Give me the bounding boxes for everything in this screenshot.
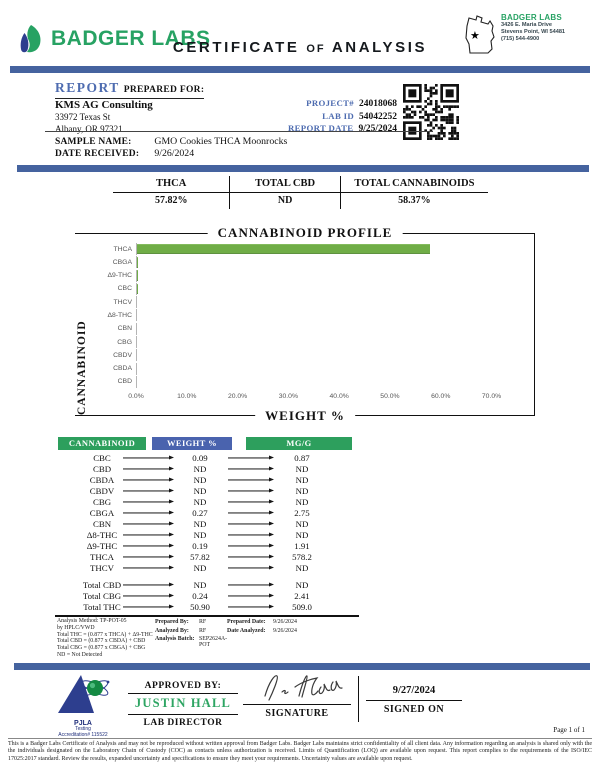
- arrow-icon: [225, 551, 275, 562]
- chart-category-label: Δ9-THC: [107, 272, 132, 280]
- weight-percent-value: 57.82: [190, 551, 210, 562]
- chart-x-tick: 50.0%: [380, 393, 400, 400]
- cannabinoid-name: Δ8-THC: [86, 529, 118, 540]
- table-row: [55, 551, 359, 562]
- cannabinoid-name: THCA: [90, 551, 114, 562]
- mg-per-g-value: ND: [295, 485, 309, 496]
- summary-strip: [113, 176, 488, 209]
- chart-category-label: CBG: [117, 338, 132, 346]
- chart-category-label: CBD: [117, 378, 132, 386]
- chart-y-axis-label: CANNABINOID: [75, 234, 89, 415]
- weight-percent-value: 0.09: [192, 452, 208, 463]
- arrow-icon: [225, 452, 275, 463]
- summary-header-totalcbd: TOTAL CBD: [229, 176, 339, 192]
- cannabinoid-name: CBG: [92, 496, 112, 507]
- lab-name: BADGER LABS: [501, 13, 562, 22]
- footer-disclaimer: This is a Badger Labs Certificate of Analysis and may not be reproduced without written approval from Badger Labs. Badger Labs maintains strict confidentiality of all client data. Any information regarding an analysis is shared only with the the individuals designated on the Laboratory Chain of Custody (COC) as contacts unless authorization is received. Limits of Quantification (LOQ) are available upon request. This report complies to the requirements of the ISO/IEC 17025:2017 standard. Review the results, expanded uncertainty and specifications to ensure they meet your requirements. Uncertainty values are available upon request.: [8, 738, 592, 763]
- lab-address-card: [456, 13, 594, 59]
- client-address2: Albany, OR 97321: [55, 123, 123, 134]
- date-received-label: DATE RECEIVED:: [55, 149, 140, 159]
- chart-bar-row: [92, 336, 522, 348]
- cannabinoid-name: Total CBD: [82, 579, 122, 590]
- analysis-method-notes: Analysis Method: TP-POT-05 by HPLC/VWD Total THC = (0.877 x THCA) + Δ9-THC Total CBD = (0.877 x CBDA) + CBD Total CBG = (0.877 x CBGA) + CBG ND = Not Detected: [57, 618, 153, 658]
- table-row: [55, 579, 359, 590]
- table-row: [55, 474, 359, 485]
- mg-per-g-value: 1.91: [294, 540, 310, 551]
- arrow-icon: [149, 496, 175, 507]
- summary-header-totalcannabinoids: TOTAL CANNABINOIDS: [340, 176, 488, 192]
- sample-name-value: GMO Cookies THCA Moonrocks: [154, 136, 288, 147]
- chart-x-tick: 20.0%: [227, 393, 248, 400]
- divider-bar: [10, 66, 590, 73]
- weight-percent-value: 0.24: [192, 590, 208, 601]
- mg-per-g-value: 2.75: [294, 507, 310, 518]
- chart-bar-track: [136, 283, 522, 295]
- summary-value-thca: 57.82%: [154, 195, 188, 206]
- mg-per-g-value: ND: [295, 579, 309, 590]
- cannabinoid-profile-chart: [75, 225, 535, 423]
- chart-bar-row: [92, 363, 522, 375]
- date-received-value: 9/26/2024: [154, 148, 195, 159]
- mg-per-g-value: ND: [295, 562, 309, 573]
- weight-percent-value: 0.27: [192, 507, 208, 518]
- approver-name: JUSTIN HALL: [128, 694, 238, 715]
- mg-per-g-value: ND: [295, 518, 309, 529]
- table-row: [55, 601, 359, 612]
- chart-bar-row: [92, 283, 522, 295]
- weight-percent-value: ND: [193, 518, 207, 529]
- chart-bar-track: [136, 376, 522, 388]
- chart-bar-track: [136, 243, 522, 255]
- chart-category-label: CBC: [117, 285, 132, 293]
- brand-name: BADGER LABS: [51, 27, 211, 50]
- weight-percent-value: ND: [193, 562, 207, 573]
- cannabinoid-name: Total CBG: [82, 590, 122, 601]
- signed-on-block: [366, 670, 462, 715]
- weight-percent-value: ND: [193, 463, 207, 474]
- weight-percent-value: ND: [193, 529, 207, 540]
- arrow-icon: [225, 485, 275, 496]
- chart-bar-row: [92, 309, 522, 321]
- arrow-icon: [149, 562, 175, 573]
- mg-per-g-value: ND: [295, 463, 309, 474]
- chart-bar-row: [92, 270, 522, 282]
- arrow-icon: [225, 507, 275, 518]
- pjla-icon: [54, 671, 112, 715]
- arrow-icon: [225, 562, 275, 573]
- chart-bar-row: [92, 323, 522, 335]
- divider-bar: [14, 663, 590, 670]
- weight-percent-value: ND: [193, 496, 207, 507]
- arrow-icon: [149, 601, 175, 612]
- mg-per-g-value: 509.0: [292, 601, 312, 612]
- chart-bar: [137, 244, 430, 255]
- chart-plot-area: [92, 243, 522, 388]
- arrow-icon: [225, 463, 275, 474]
- chart-bar-row: [92, 349, 522, 361]
- arrow-icon: [149, 540, 175, 551]
- page-number: Page 1 of 1: [553, 726, 585, 734]
- separator-line: [45, 131, 433, 132]
- wisconsin-map-icon: [456, 13, 498, 59]
- chart-bar-track: [136, 363, 522, 375]
- report-meta: [255, 98, 397, 136]
- cannabinoid-name: Δ9-THC: [86, 540, 118, 551]
- lab-address-line1: 3426 E. Maria Drive: [501, 22, 552, 28]
- cannabinoid-name: CBDV: [89, 485, 115, 496]
- chart-bar-row: [92, 243, 522, 255]
- mg-per-g-value: ND: [295, 496, 309, 507]
- arrow-icon: [225, 474, 275, 485]
- approved-by-block: [128, 681, 238, 728]
- chart-bar-track: [136, 296, 522, 308]
- client-address1: 33972 Texas St: [55, 112, 111, 122]
- signature-divider: [358, 676, 359, 722]
- table-header-cannabinoid: CANNABINOID: [58, 437, 146, 450]
- chart-title: CANNABINOID PROFILE: [208, 225, 403, 241]
- badger-leaf-icon: [18, 24, 44, 54]
- pjla-accreditation-logo: [46, 671, 120, 738]
- mg-per-g-value: ND: [295, 529, 309, 540]
- chart-category-label: THCV: [113, 298, 132, 306]
- chart-x-axis-label: WEIGHT %: [255, 408, 355, 424]
- signed-on-label: SIGNED ON: [383, 704, 445, 715]
- arrow-icon: [149, 529, 175, 540]
- chart-bar: [137, 284, 138, 295]
- weight-percent-value: ND: [193, 474, 207, 485]
- chart-x-tick: 0.0%: [128, 393, 144, 400]
- table-row: [55, 590, 359, 601]
- table-row: [55, 562, 359, 573]
- chart-bar-row: [92, 376, 522, 388]
- signature-image: [249, 670, 345, 704]
- analyzed-by-row: Analyzed By: RF Date Analyzed: 9/26/2024: [155, 627, 297, 634]
- chart-bar-track: [136, 349, 522, 361]
- signature-label: SIGNATURE: [265, 708, 329, 719]
- mg-per-g-value: 578.2: [292, 551, 312, 562]
- table-header-weight: WEIGHT %: [152, 437, 232, 450]
- chart-x-tick: 70.0%: [481, 393, 502, 400]
- svg-text:★: ★: [470, 30, 480, 42]
- cannabinoid-name: CBGA: [89, 507, 115, 518]
- divider-bar: [17, 165, 589, 172]
- chart-bar: [137, 270, 138, 281]
- arrow-icon: [149, 579, 175, 590]
- arrow-icon: [149, 518, 175, 529]
- chart-x-axis-ticks: [128, 393, 522, 402]
- table-row: [55, 507, 359, 518]
- arrow-icon: [149, 474, 175, 485]
- pjla-name: PJLA: [74, 720, 92, 727]
- arrow-icon: [225, 579, 275, 590]
- arrow-icon: [149, 485, 175, 496]
- chart-x-tick: 10.0%: [177, 393, 197, 400]
- chart-category-label: CBDA: [113, 365, 132, 373]
- cannabinoid-name: THCV: [90, 562, 114, 573]
- mg-per-g-value: ND: [295, 474, 309, 485]
- table-row: [55, 463, 359, 474]
- approved-by-label: APPROVED BY:: [128, 681, 238, 694]
- weight-percent-value: 50.90: [190, 601, 210, 612]
- preparation-notes: [155, 619, 315, 649]
- summary-header-thca: THCA: [156, 178, 187, 189]
- arrow-icon: [149, 452, 175, 463]
- pjla-accreditation-number: Accreditation# 115522: [58, 731, 108, 738]
- analysis-batch-row: Analysis Batch: SEP2624A-POT: [155, 636, 228, 649]
- cannabinoid-name: Total THC: [83, 601, 121, 612]
- chart-category-label: CBN: [117, 325, 132, 333]
- chart-category-label: CBGA: [112, 258, 132, 266]
- chart-x-tick: 60.0%: [431, 393, 451, 400]
- arrow-icon: [225, 496, 275, 507]
- table-bottom-border: [55, 615, 359, 617]
- prepared-by-row: Prepared By: RF Prepared Date: 9/26/2024: [155, 619, 297, 625]
- sample-name-label: SAMPLE NAME:: [55, 137, 132, 147]
- meta-row-labid: LAB ID 54042252: [322, 110, 397, 122]
- signature-block: [243, 670, 351, 719]
- sample-block: [55, 136, 287, 160]
- table-row: [55, 518, 359, 529]
- table-row: [55, 452, 359, 463]
- table-header-mgg: MG/G: [246, 437, 352, 450]
- arrow-icon: [225, 590, 275, 601]
- report-heading: REPORT PREPARED FOR:: [55, 79, 204, 99]
- meta-row-project: PROJECT# 24018068: [306, 98, 397, 109]
- cannabinoid-name: CBN: [92, 518, 112, 529]
- cannabinoid-name: CBC: [93, 452, 111, 463]
- chart-bar: [137, 257, 138, 268]
- arrow-icon: [225, 518, 275, 529]
- client-name: KMS AG Consulting: [55, 99, 153, 111]
- lab-address-line2: Stevens Point, WI 54481: [501, 29, 566, 35]
- chart-category-label: CBDV: [113, 351, 132, 359]
- table-row: [55, 496, 359, 507]
- client-block: [55, 98, 153, 135]
- weight-percent-value: ND: [193, 579, 207, 590]
- summary-value-totalcannabinoids: 58.37%: [340, 193, 488, 209]
- signed-date: 9/27/2024: [392, 685, 436, 696]
- chart-bar-track: [136, 336, 522, 348]
- mg-per-g-value: 2.41: [294, 590, 310, 601]
- meta-row-reportdate: REPORT DATE 9/25/2024: [287, 123, 397, 134]
- cannabinoid-name: CBD: [92, 463, 112, 474]
- page-title: CERTIFICATE OF ANALYSIS: [172, 39, 428, 56]
- table-row: [55, 529, 359, 540]
- chart-x-tick: 30.0%: [278, 393, 298, 400]
- weight-percent-value: ND: [193, 485, 207, 496]
- arrow-icon: [149, 551, 175, 562]
- summary-value-totalcbd: ND: [229, 193, 339, 209]
- chart-bar-row: [92, 296, 522, 308]
- arrow-icon: [149, 463, 175, 474]
- lab-phone: (715) 544-4900: [501, 36, 540, 42]
- cannabinoid-name: CBDA: [89, 474, 115, 485]
- arrow-icon: [225, 540, 275, 551]
- cannabinoid-table: [55, 437, 359, 617]
- chart-bar-track: [136, 270, 522, 282]
- arrow-icon: [149, 590, 175, 601]
- arrow-icon: [225, 529, 275, 540]
- table-header-row: [58, 437, 359, 450]
- table-row: [55, 485, 359, 496]
- chart-category-label: THCA: [113, 245, 132, 253]
- weight-percent-value: 0.19: [192, 540, 208, 551]
- chart-bar-track: [136, 309, 522, 321]
- table-row: [55, 540, 359, 551]
- chart-category-label: Δ8-THC: [107, 311, 132, 319]
- arrow-icon: [149, 507, 175, 518]
- pjla-testing: Testing: [75, 726, 91, 732]
- chart-bar-row: [92, 256, 522, 268]
- chart-bar-track: [136, 323, 522, 335]
- chart-x-tick: 40.0%: [329, 393, 349, 400]
- chart-bar-track: [136, 256, 522, 268]
- mg-per-g-value: 0.87: [294, 452, 310, 463]
- approver-title: LAB DIRECTOR: [143, 718, 223, 728]
- arrow-icon: [225, 601, 275, 612]
